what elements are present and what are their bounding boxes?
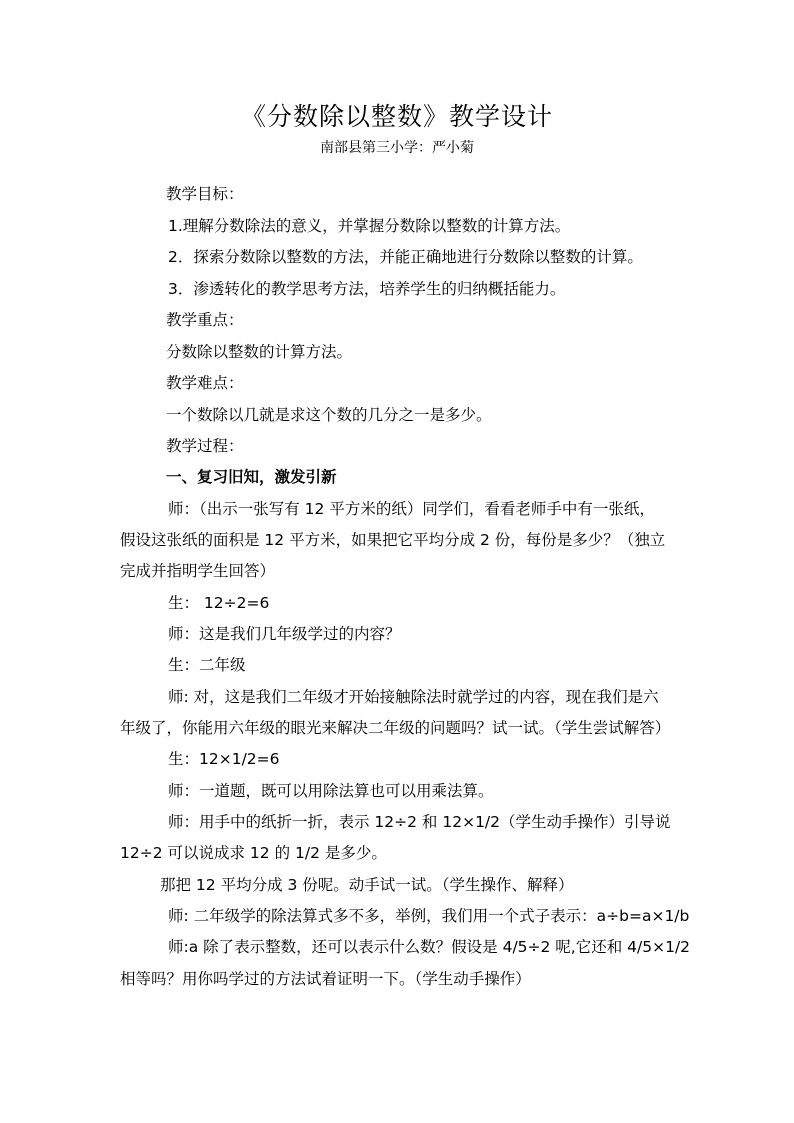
paragraph-line: 师：（出示一张写有 12 平方米的纸）同学们，看看老师手中有一张纸，	[168, 500, 655, 518]
paragraph-line: 完成并指明学生回答）	[120, 562, 276, 580]
author-line: 南部县第三小学：严小菊	[320, 140, 474, 156]
paragraph-line: 那把 12 平均分成 3 份呢。动手试一试。（学生操作、解释）	[160, 876, 574, 894]
heading-process: 教学过程：	[166, 437, 244, 455]
paragraph-line: 年级了，你能用六年级的眼光来解决二年级的问题吗？试一试。（学生尝试解答）	[120, 719, 671, 737]
heading-key-points: 教学重点：	[166, 311, 244, 329]
goal-3: 3．渗透转化的教学思考方法，培养学生的归纳概括能力。	[168, 280, 566, 298]
difficulty-text: 一个数除以几就是求这个数的几分之一是多少。	[166, 406, 492, 424]
paragraph-line: 生：12×1/2=6	[168, 750, 280, 768]
paragraph-line: 师：用手中的纸折一折，表示 12÷2 和 12×1/2（学生动手操作）引导说	[168, 813, 671, 831]
paragraph-line: 师: 对，这是我们二年级才开始接触除法时就学过的内容，现在我们是六	[168, 688, 659, 706]
paragraph-line: 相等吗？用你吗学过的方法试着证明一下。（学生动手操作）	[120, 970, 531, 988]
goal-1: 1.理解分数除法的意义，并掌握分数除以整数的计算方法。	[168, 217, 571, 235]
paragraph-line: 师：这是我们几年级学过的内容？	[168, 625, 401, 643]
paragraph-line: 师: 二年级学的除法算式多不多，举例，我们用一个式子表示：a÷b=a×1/b	[168, 907, 690, 925]
paragraph-line: 师:a 除了表示整数，还可以表示什么数？假设是 4/5÷2 呢,它还和 4/5×1/2	[168, 938, 691, 956]
paragraph-line: 生：二年级	[168, 656, 246, 674]
heading-teaching-goals: 教学目标：	[166, 185, 244, 203]
paragraph-line: 生： 12÷2=6	[168, 594, 270, 612]
paragraph-line: 假设这张纸的面积是 12 平方米，如果把它平均分成 2 份，每份是多少？（独立	[120, 531, 666, 549]
document-title: 《分数除以整数》教学设计	[240, 102, 553, 131]
heading-difficulties: 教学难点：	[166, 374, 244, 392]
section-heading-review: 一、复习旧知，激发引新	[166, 468, 337, 486]
goal-2: 2．探索分数除以整数的方法，并能正确地进行分数除以整数的计算。	[168, 248, 643, 266]
paragraph-line: 12÷2 可以说成求 12 的 1/2 是多少。	[120, 844, 387, 862]
key-point-text: 分数除以整数的计算方法。	[166, 343, 353, 361]
paragraph-line: 师：一道题，既可以用除法算也可以用乘法算。	[168, 782, 494, 800]
